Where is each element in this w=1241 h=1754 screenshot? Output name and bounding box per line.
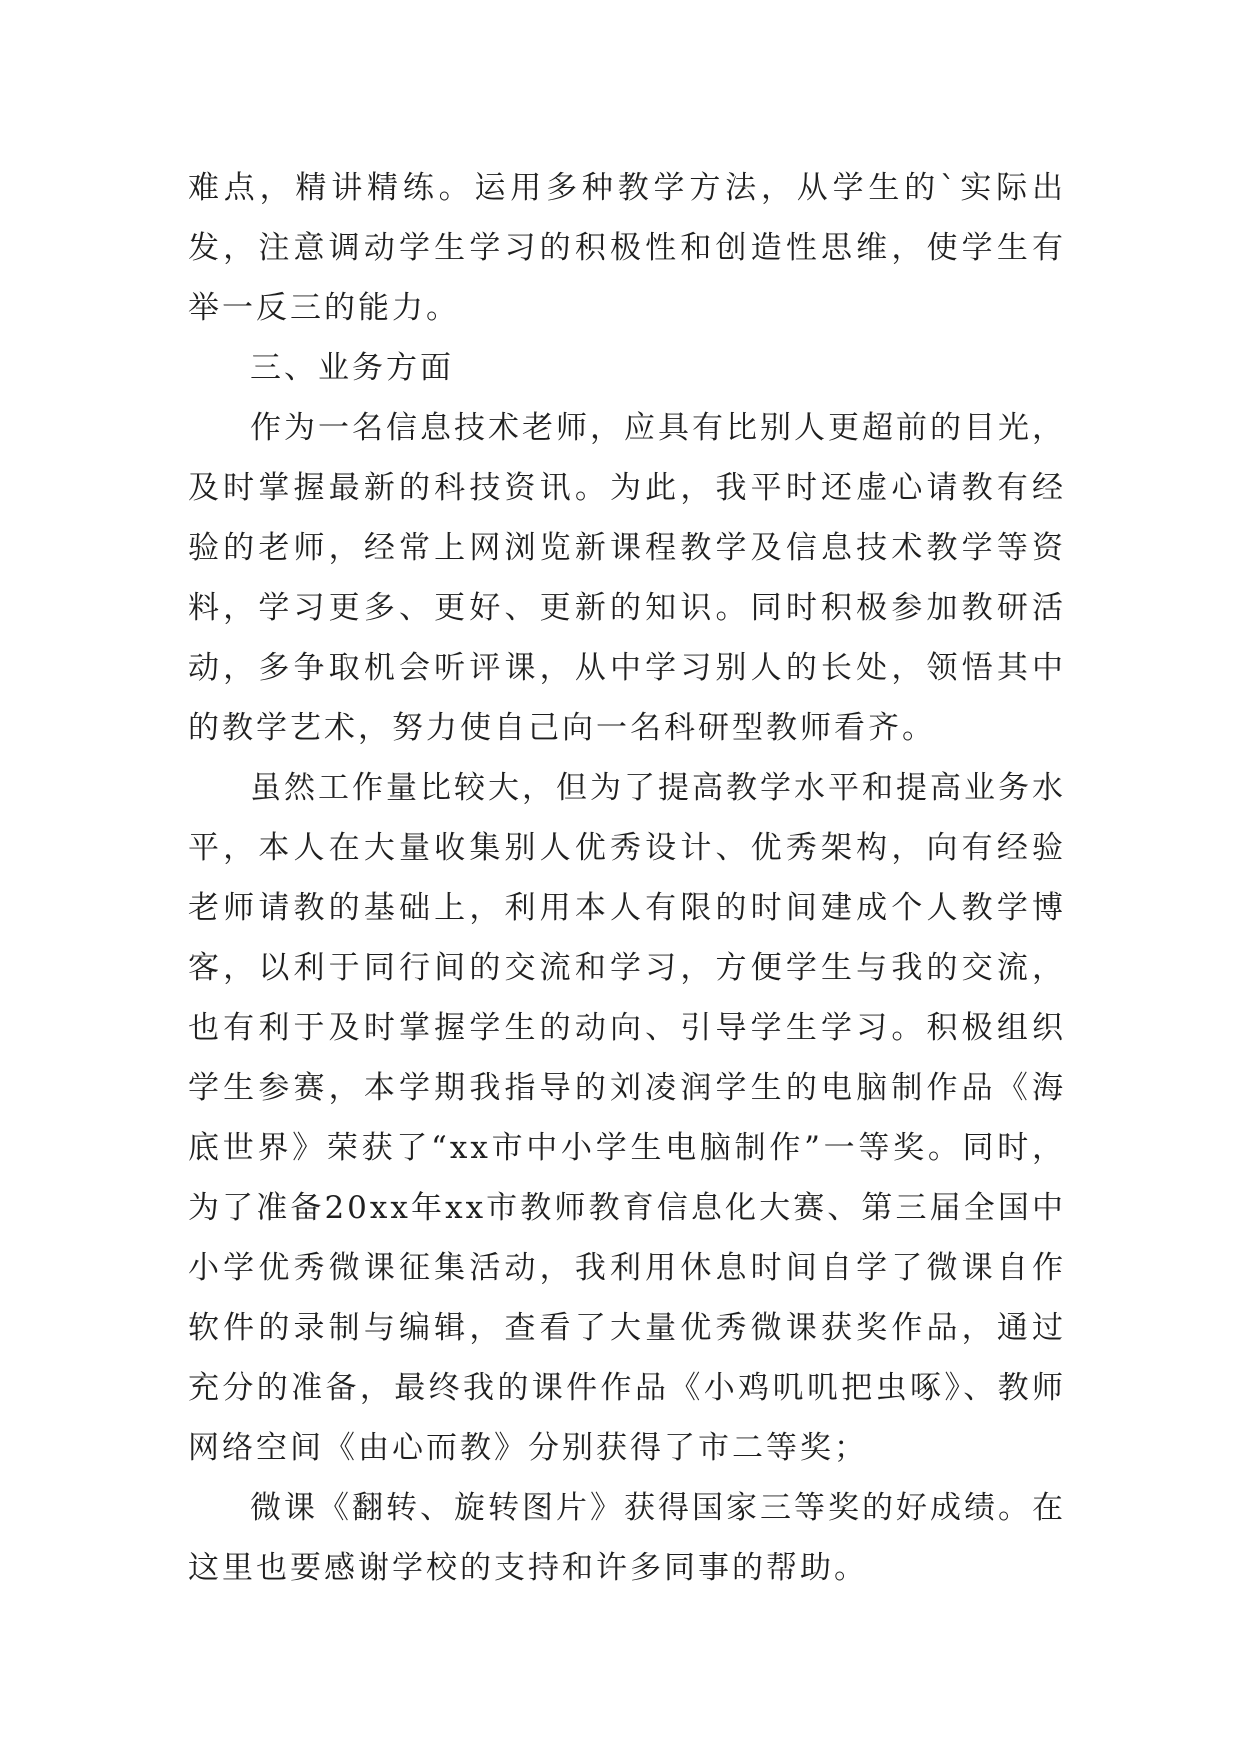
section-heading: 三、业务方面: [250, 350, 454, 386]
paragraph: 虽然工作量比较大，但为了提高教学水平和提高业务水平，本人在大量收集别人优秀设计、优秀架构，向有经验老师请教的基础上，利用本人有限的时间建成个人教学博客，以利于同行间的交流和学习，方便学生与我的交流，也有利于及时掌握学生的动向、引导学生学习。积极组织学生参赛，本学期我指导的刘凌润学生的电脑制作品《海底世界》荣获了“xx市中小学生电脑制作”一等奖。同时，为了准备20xx年xx市教师教育信息化大赛、第三届全国中小学优秀微课征集活动，我利用休息时间自学了微课自作软件的录制与编辑，查看了大量优秀微课获奖作品，通过充分的准备，最终我的课件作品《小鸡叽叽把虫啄》、教师网络空间《由心而教》分别获得了市二等奖；: [188, 770, 1066, 1466]
paragraph: 作为一名信息技术老师，应具有比别人更超前的目光，及时掌握最新的科技资讯。为此，我平时还虚心请教有经验的老师，经常上网浏览新课程教学及信息技术教学等资料，学习更多、更好、更新的知识。同时积极参加教研活动，多争取机会听评课，从中学习别人的长处，领悟其中的教学艺术，努力使自己向一名科研型教师看齐。: [188, 410, 1066, 746]
document-body: [188, 158, 1066, 1598]
paragraph-continued: 难点，精讲精练。运用多种教学方法，从学生的`实际出发，注意调动学生学习的积极性和创造性思维，使学生有举一反三的能力。: [188, 170, 1066, 326]
paragraph: 微课《翻转、旋转图片》获得国家三等奖的好成绩。在这里也要感谢学校的支持和许多同事的帮助。: [188, 1490, 1066, 1586]
